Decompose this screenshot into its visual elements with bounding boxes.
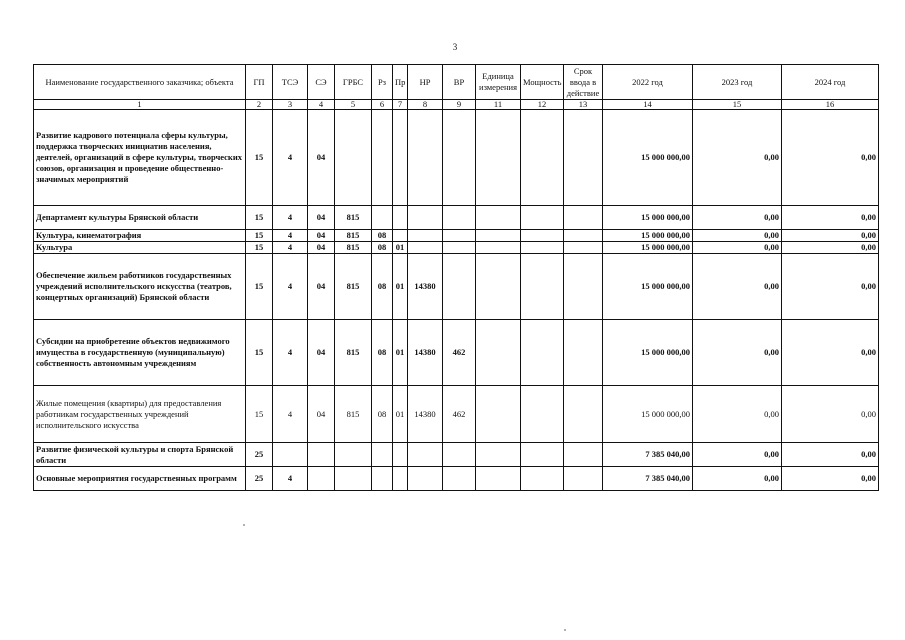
- table-row: [34, 320, 879, 386]
- header-pr: Пр: [393, 65, 408, 100]
- cell-2024: 0,00: [782, 230, 879, 242]
- cell-unit: [476, 467, 521, 491]
- cell-pr: [393, 206, 408, 230]
- cell-vr: [443, 254, 476, 320]
- scan-speck: [243, 524, 245, 526]
- row-name: Обеспечение жильем работников государственных учреждений исполнительского искусства (театров, концертных организаций) Брянской области: [34, 254, 246, 320]
- cell-gp: 15: [246, 110, 273, 206]
- cell-2023: 0,00: [693, 443, 782, 467]
- cell-2023: 0,00: [693, 467, 782, 491]
- cell-vr: 462: [443, 386, 476, 443]
- header-se: СЭ: [308, 65, 335, 100]
- column-number: 3: [273, 100, 308, 110]
- cell-2024: 0,00: [782, 467, 879, 491]
- scan-speck: [564, 629, 566, 631]
- cell-tse: [273, 443, 308, 467]
- cell-capacity: [521, 320, 564, 386]
- cell-2024: 0,00: [782, 254, 879, 320]
- cell-2024: 0,00: [782, 242, 879, 254]
- cell-capacity: [521, 230, 564, 242]
- cell-grbs: [335, 110, 372, 206]
- row-name: Развитие физической культуры и спорта Брянской области: [34, 443, 246, 467]
- table-row: [34, 386, 879, 443]
- cell-pr: [393, 230, 408, 242]
- cell-gp: 25: [246, 467, 273, 491]
- cell-term: [564, 443, 603, 467]
- cell-2024: 0,00: [782, 320, 879, 386]
- cell-2024: 0,00: [782, 206, 879, 230]
- header-gp: ГП: [246, 65, 273, 100]
- cell-unit: [476, 230, 521, 242]
- cell-nr: 14380: [408, 386, 443, 443]
- cell-unit: [476, 443, 521, 467]
- cell-pr: 01: [393, 320, 408, 386]
- column-number: 15: [693, 100, 782, 110]
- cell-unit: [476, 320, 521, 386]
- table-row: [34, 110, 879, 206]
- cell-se: 04: [308, 320, 335, 386]
- cell-pr: [393, 467, 408, 491]
- column-number: 16: [782, 100, 879, 110]
- cell-se: 04: [308, 386, 335, 443]
- cell-2022: 15 000 000,00: [603, 230, 693, 242]
- column-number: 13: [564, 100, 603, 110]
- cell-rz: [372, 110, 393, 206]
- header-2022: 2022 год: [603, 65, 693, 100]
- column-number: 5: [335, 100, 372, 110]
- cell-grbs: 815: [335, 320, 372, 386]
- cell-2023: 0,00: [693, 254, 782, 320]
- table-row: [34, 254, 879, 320]
- row-name: Развитие кадрового потенциала сферы культуры, поддержка творческих инициатив населения, деятелей, организаций в сфере культуры, творческих союзов, организация и проведение общественно-значимых мероприятий: [34, 110, 246, 206]
- cell-vr: [443, 467, 476, 491]
- cell-term: [564, 242, 603, 254]
- column-number: 1: [34, 100, 246, 110]
- cell-vr: [443, 443, 476, 467]
- cell-unit: [476, 242, 521, 254]
- table-row: [34, 206, 879, 230]
- header-nr: НР: [408, 65, 443, 100]
- cell-2022: 15 000 000,00: [603, 110, 693, 206]
- cell-tse: 4: [273, 320, 308, 386]
- cell-nr: [408, 242, 443, 254]
- cell-gp: 15: [246, 206, 273, 230]
- cell-gp: 15: [246, 320, 273, 386]
- cell-nr: [408, 206, 443, 230]
- cell-rz: [372, 206, 393, 230]
- cell-capacity: [521, 206, 564, 230]
- cell-term: [564, 320, 603, 386]
- cell-2023: 0,00: [693, 230, 782, 242]
- cell-2023: 0,00: [693, 386, 782, 443]
- cell-pr: [393, 110, 408, 206]
- cell-pr: [393, 443, 408, 467]
- cell-rz: 08: [372, 254, 393, 320]
- cell-2022: 7 385 040,00: [603, 467, 693, 491]
- cell-2022: 15 000 000,00: [603, 254, 693, 320]
- cell-2023: 0,00: [693, 206, 782, 230]
- cell-grbs: 815: [335, 254, 372, 320]
- page-number: 3: [452, 42, 458, 52]
- header-vr: ВР: [443, 65, 476, 100]
- cell-se: 04: [308, 110, 335, 206]
- column-number: 8: [408, 100, 443, 110]
- row-name: Основные мероприятия государственных программ: [34, 467, 246, 491]
- table-row: [34, 230, 879, 242]
- cell-vr: 462: [443, 320, 476, 386]
- cell-tse: 4: [273, 230, 308, 242]
- cell-2024: 0,00: [782, 386, 879, 443]
- column-number: 2: [246, 100, 273, 110]
- cell-2022: 7 385 040,00: [603, 443, 693, 467]
- cell-term: [564, 467, 603, 491]
- cell-term: [564, 230, 603, 242]
- cell-vr: [443, 242, 476, 254]
- cell-grbs: 815: [335, 386, 372, 443]
- cell-se: 04: [308, 254, 335, 320]
- cell-nr: [408, 110, 443, 206]
- header-name: Наименование государственного заказчика; объекта: [34, 65, 246, 100]
- cell-unit: [476, 254, 521, 320]
- cell-capacity: [521, 254, 564, 320]
- cell-se: [308, 467, 335, 491]
- row-name: Департамент культуры Брянской области: [34, 206, 246, 230]
- cell-grbs: 815: [335, 242, 372, 254]
- column-number: 6: [372, 100, 393, 110]
- cell-term: [564, 254, 603, 320]
- cell-nr: 14380: [408, 320, 443, 386]
- cell-2022: 15 000 000,00: [603, 386, 693, 443]
- table-row: [34, 242, 879, 254]
- row-name: Культура: [34, 242, 246, 254]
- column-number-row: [34, 100, 879, 110]
- cell-grbs: [335, 467, 372, 491]
- header-grbs: ГРБС: [335, 65, 372, 100]
- cell-capacity: [521, 242, 564, 254]
- cell-nr: [408, 467, 443, 491]
- cell-pr: 01: [393, 386, 408, 443]
- row-name: Культура, кинематография: [34, 230, 246, 242]
- header-term: Срок ввода в действие: [564, 65, 603, 100]
- cell-2023: 0,00: [693, 242, 782, 254]
- header-unit: Единица измерения: [476, 65, 521, 100]
- cell-vr: [443, 230, 476, 242]
- cell-tse: 4: [273, 206, 308, 230]
- row-name: Жилые помещения (квартиры) для предоставления работникам государственных учреждений исполнительского искусства: [34, 386, 246, 443]
- header-row: [34, 65, 879, 100]
- budget-table: [33, 64, 879, 491]
- column-number: 12: [521, 100, 564, 110]
- cell-capacity: [521, 386, 564, 443]
- cell-grbs: 815: [335, 206, 372, 230]
- cell-tse: 4: [273, 110, 308, 206]
- cell-gp: 15: [246, 230, 273, 242]
- cell-2022: 15 000 000,00: [603, 320, 693, 386]
- cell-gp: 15: [246, 386, 273, 443]
- cell-vr: [443, 110, 476, 206]
- cell-gp: 25: [246, 443, 273, 467]
- cell-2023: 0,00: [693, 110, 782, 206]
- row-name: Субсидии на приобретение объектов недвижимого имущества в государственную (муниципальную) собственность автономным учреждениям: [34, 320, 246, 386]
- header-2023: 2023 год: [693, 65, 782, 100]
- column-number: 14: [603, 100, 693, 110]
- cell-nr: 14380: [408, 254, 443, 320]
- cell-tse: 4: [273, 254, 308, 320]
- cell-capacity: [521, 467, 564, 491]
- column-number: 11: [476, 100, 521, 110]
- header-rz: Рз: [372, 65, 393, 100]
- cell-rz: [372, 443, 393, 467]
- cell-se: 04: [308, 206, 335, 230]
- cell-rz: 08: [372, 230, 393, 242]
- cell-capacity: [521, 110, 564, 206]
- column-number: 4: [308, 100, 335, 110]
- cell-rz: 08: [372, 242, 393, 254]
- cell-unit: [476, 206, 521, 230]
- cell-gp: 15: [246, 242, 273, 254]
- cell-2024: 0,00: [782, 443, 879, 467]
- cell-2024: 0,00: [782, 110, 879, 206]
- cell-unit: [476, 110, 521, 206]
- cell-tse: 4: [273, 386, 308, 443]
- cell-se: 04: [308, 230, 335, 242]
- cell-2022: 15 000 000,00: [603, 242, 693, 254]
- cell-tse: 4: [273, 467, 308, 491]
- cell-tse: 4: [273, 242, 308, 254]
- cell-vr: [443, 206, 476, 230]
- column-number: 9: [443, 100, 476, 110]
- cell-grbs: [335, 443, 372, 467]
- header-2024: 2024 год: [782, 65, 879, 100]
- cell-2023: 0,00: [693, 320, 782, 386]
- cell-nr: [408, 230, 443, 242]
- cell-term: [564, 110, 603, 206]
- header-tse: ТСЭ: [273, 65, 308, 100]
- cell-term: [564, 386, 603, 443]
- table-row: [34, 443, 879, 467]
- cell-pr: 01: [393, 242, 408, 254]
- column-number: 7: [393, 100, 408, 110]
- cell-capacity: [521, 443, 564, 467]
- cell-rz: 08: [372, 320, 393, 386]
- header-capacity: Мощность: [521, 65, 564, 100]
- cell-se: 04: [308, 242, 335, 254]
- cell-rz: 08: [372, 386, 393, 443]
- cell-pr: 01: [393, 254, 408, 320]
- cell-2022: 15 000 000,00: [603, 206, 693, 230]
- table-row: [34, 467, 879, 491]
- cell-rz: [372, 467, 393, 491]
- cell-se: [308, 443, 335, 467]
- cell-term: [564, 206, 603, 230]
- cell-gp: 15: [246, 254, 273, 320]
- cell-unit: [476, 386, 521, 443]
- cell-grbs: 815: [335, 230, 372, 242]
- cell-nr: [408, 443, 443, 467]
